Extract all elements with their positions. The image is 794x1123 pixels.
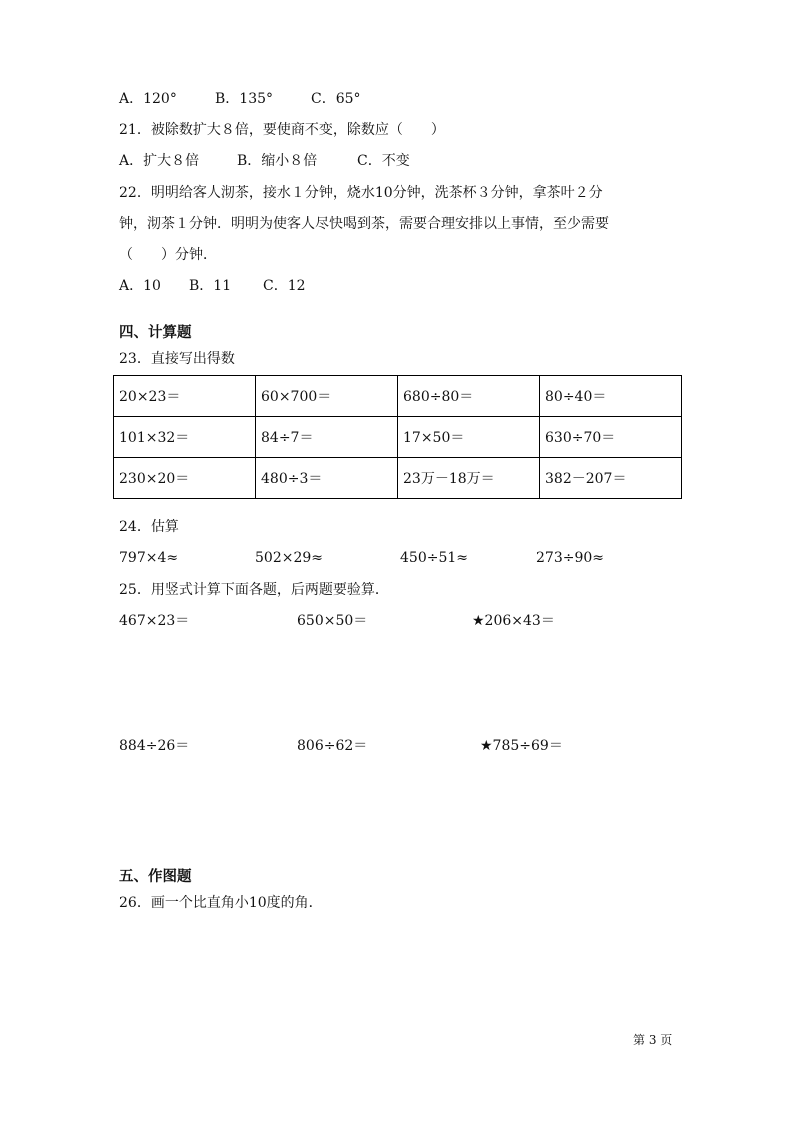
q21-option-a: A．扩大８倍	[119, 153, 200, 169]
table-cell: 680÷80＝	[398, 376, 540, 417]
table-cell: 382－207＝	[540, 458, 682, 499]
q22-option-a: A．10	[119, 278, 161, 294]
q25-item: 467×23＝	[119, 613, 190, 629]
q22-option-b: B．11	[189, 278, 232, 294]
table-cell: 20×23＝	[114, 376, 256, 417]
section-5-title: 五、作图题	[119, 869, 192, 885]
q25-item: 806÷62＝	[297, 738, 368, 754]
q24-item: 273÷90≈	[536, 550, 604, 566]
page-number: 第 3 页	[633, 1033, 673, 1047]
q23-table	[113, 375, 682, 499]
q24-item: 450÷51≈	[400, 550, 468, 566]
table-cell: 80÷40＝	[540, 376, 682, 417]
q22-line-1: 22．明明给客人沏茶，接水１分钟，烧水10分钟，洗茶杯３分钟，拿茶叶２分	[119, 185, 603, 201]
table-cell: 17×50＝	[398, 417, 540, 458]
q22-option-c: C．12	[263, 278, 306, 294]
q25-item: ★206×43＝	[472, 613, 555, 629]
table-cell: 630÷70＝	[540, 417, 682, 458]
q23-title: 23．直接写出得数	[119, 351, 235, 367]
table-cell: 23万－18万＝	[398, 458, 540, 499]
table-row	[114, 417, 682, 458]
table-row	[114, 458, 682, 499]
q21-stem: 21．被除数扩大８倍，要使商不变，除数应（ ）	[119, 122, 445, 138]
section-4-title: 四、计算题	[119, 325, 192, 341]
q21-option-b: B．缩小８倍	[237, 153, 318, 169]
table-cell: 230×20＝	[114, 458, 256, 499]
q22-line-2: 钟，沏茶１分钟．明明为使客人尽快喝到茶，需要合理安排以上事情，至少需要	[119, 216, 609, 232]
table-cell: 101×32＝	[114, 417, 256, 458]
q22-line-3: （ ）分钟．	[119, 247, 217, 263]
table-cell: 84÷7＝	[256, 417, 398, 458]
q25-item: 884÷26＝	[119, 738, 190, 754]
q24-title: 24．估算	[119, 519, 179, 535]
q21-option-c: C．不变	[357, 153, 410, 169]
q25-item: 650×50＝	[297, 613, 368, 629]
q24-item: 797×4≈	[119, 550, 179, 566]
table-cell: 60×700＝	[256, 376, 398, 417]
q24-item: 502×29≈	[255, 550, 323, 566]
q25-item: ★785÷69＝	[480, 738, 563, 754]
q26-stem: 26．画一个比直角小10度的角．	[119, 895, 323, 911]
q20-option-c: C．65°	[311, 91, 361, 107]
table-cell: 480÷3＝	[256, 458, 398, 499]
q20-option-b: B．135°	[215, 91, 274, 107]
q20-option-a: A．120°	[119, 91, 177, 107]
q25-title: 25．用竖式计算下面各题，后两题要验算．	[119, 582, 389, 598]
table-row	[114, 376, 682, 417]
